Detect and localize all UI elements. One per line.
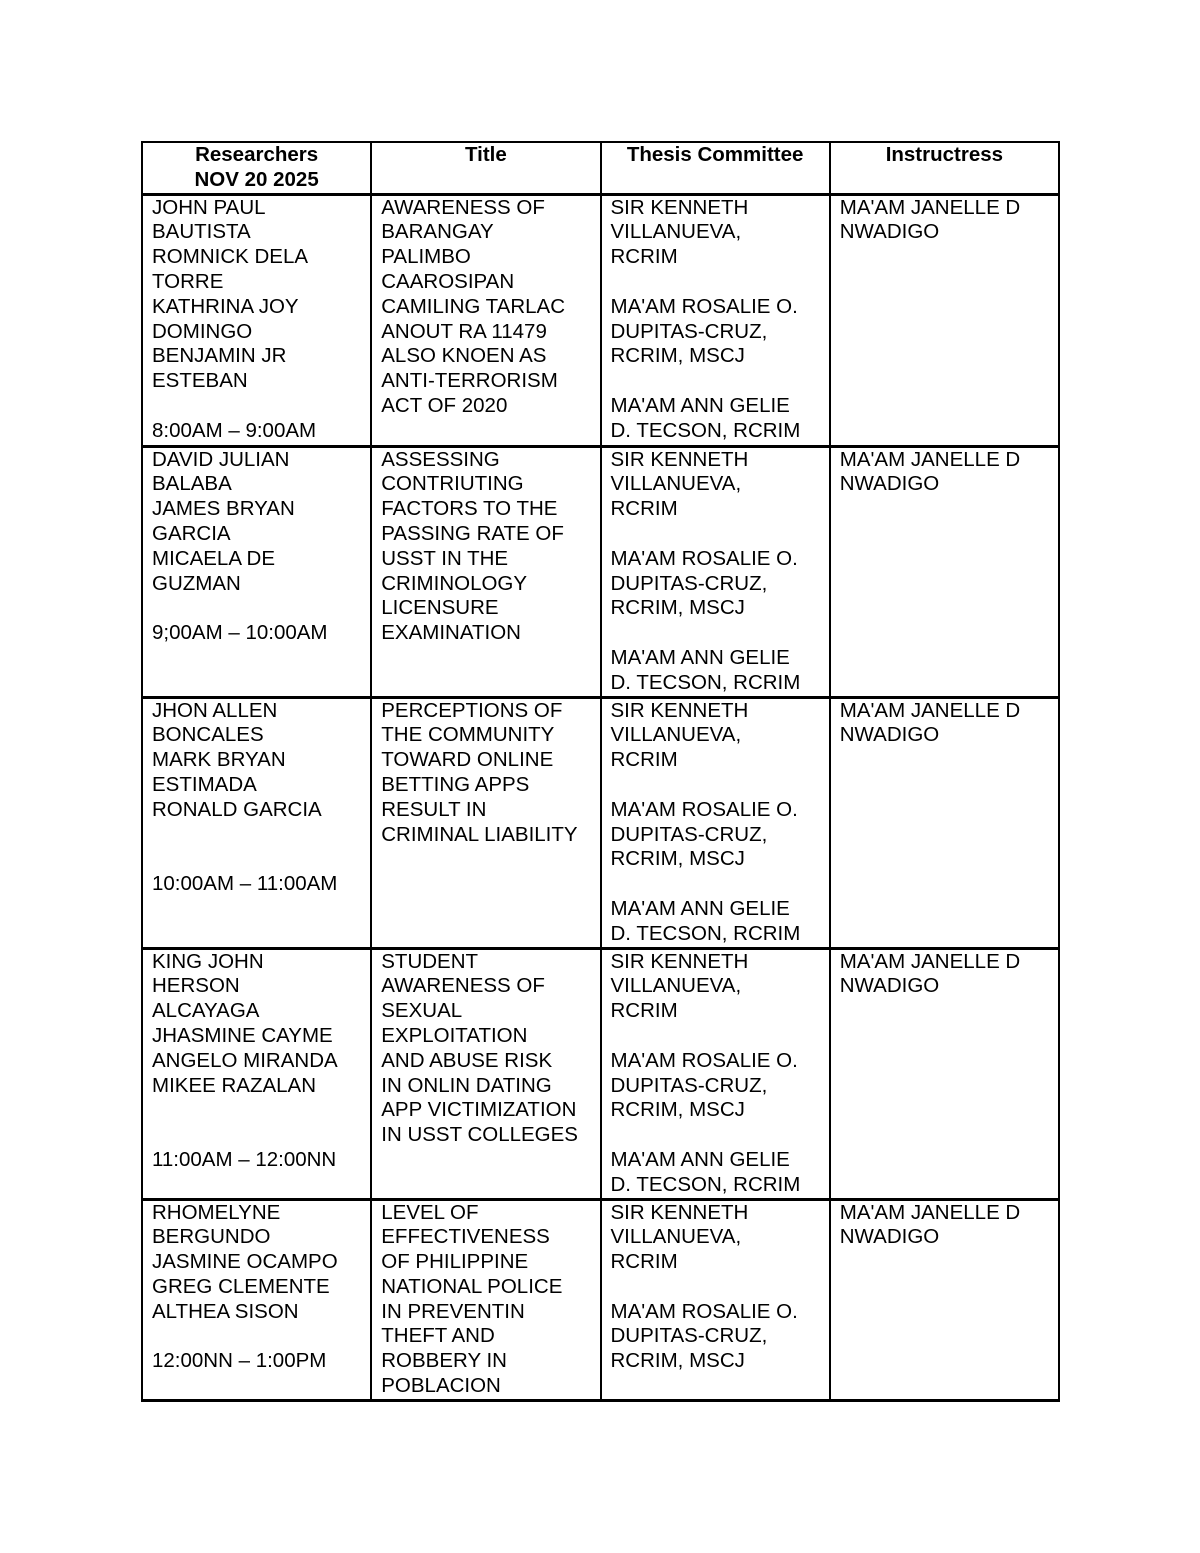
committee-line: RCRIM, MSCJ	[610, 1098, 745, 1122]
header-instructress-label: Instructress	[885, 143, 1004, 166]
researcher-line: JOHN PAUL	[152, 195, 266, 219]
instructress-line: NWADIGO	[839, 723, 940, 747]
header-instructress	[830, 142, 1059, 194]
instructress-cell	[830, 948, 1059, 1199]
title-line: ANOUT RA 11479	[381, 319, 547, 343]
title-line: PERCEPTIONS OF	[381, 698, 563, 722]
committee-line: D. TECSON, RCRIM	[610, 418, 801, 442]
spacer	[152, 394, 364, 419]
title-line: EXAMINATION	[381, 621, 521, 645]
researcher-line: BONCALES	[152, 723, 264, 747]
table-header-row	[142, 142, 1059, 194]
committee-line: VILLANUEVA,	[610, 974, 742, 998]
researchers-cell	[142, 1199, 371, 1400]
researcher-line: MICAELA DE	[152, 546, 276, 570]
researcher-line: GARCIA	[152, 521, 231, 545]
title-line: CAMILING TARLAC	[381, 294, 566, 318]
header-date: NOV 20 2025	[194, 167, 319, 191]
header-title-label: Title	[464, 143, 507, 166]
table-row	[142, 446, 1059, 697]
instructress-cell	[830, 697, 1059, 948]
researcher-line: DOMINGO	[152, 319, 253, 343]
researchers-cell	[142, 446, 371, 697]
instructress-line: MA'AM JANELLE D	[839, 1200, 1021, 1224]
spacer	[611, 1275, 823, 1300]
researcher-line: KATHRINA JOY	[152, 294, 299, 318]
time-slot: 12:00NN – 1:00PM	[152, 1349, 327, 1373]
researcher-line: BENJAMIN JR	[152, 344, 287, 368]
instructress-line: MA'AM JANELLE D	[839, 698, 1021, 722]
instructress-cell	[830, 1199, 1059, 1400]
title-line: PASSING RATE OF	[381, 521, 564, 545]
committee-line: RCRIM, MSCJ	[610, 1349, 745, 1373]
spacer	[611, 1123, 823, 1148]
researcher-line: BERGUNDO	[152, 1225, 271, 1249]
committee-cell	[601, 697, 830, 948]
spacer	[152, 823, 364, 848]
committee-line: MA'AM ANN GELIE	[610, 1147, 790, 1171]
researcher-line: GREG CLEMENTE	[152, 1274, 330, 1298]
table-row	[142, 194, 1059, 446]
committee-line: VILLANUEVA,	[610, 220, 742, 244]
title-cell	[371, 697, 600, 948]
committee-line: MA'AM ANN GELIE	[610, 896, 790, 920]
committee-line: VILLANUEVA,	[610, 472, 742, 496]
instructress-line: MA'AM JANELLE D	[839, 195, 1021, 219]
title-line: THE COMMUNITY	[381, 723, 555, 747]
time-slot: 8:00AM – 9:00AM	[152, 418, 317, 442]
instructress-line: MA'AM JANELLE D	[839, 447, 1021, 471]
researchers-cell	[142, 697, 371, 948]
instructress-line: NWADIGO	[839, 1225, 940, 1249]
header-title	[371, 142, 600, 194]
committee-line: MA'AM ROSALIE O.	[610, 1048, 798, 1072]
title-line: ASSESSING	[381, 447, 500, 471]
researcher-line: MARK BRYAN	[152, 748, 286, 772]
spacer	[611, 872, 823, 897]
spacer	[611, 369, 823, 394]
spacer	[152, 1123, 364, 1148]
title-line: THEFT AND	[381, 1324, 495, 1348]
committee-line: SIR KENNETH	[610, 195, 749, 219]
time-slot: 10:00AM – 11:00AM	[152, 872, 338, 896]
title-line: ROBBERY IN	[381, 1349, 507, 1373]
committee-line: VILLANUEVA,	[610, 723, 742, 747]
time-slot: 9;00AM – 10:00AM	[152, 621, 328, 645]
researcher-line: BALABA	[152, 472, 232, 496]
committee-line: MA'AM ROSALIE O.	[610, 797, 798, 821]
researcher-line: KING JOHN	[152, 949, 264, 973]
committee-line: DUPITAS-CRUZ,	[610, 319, 768, 343]
title-cell	[371, 1199, 600, 1400]
researcher-line: RHOMELYNE	[152, 1200, 281, 1224]
researcher-line: ANGELO MIRANDA	[152, 1048, 338, 1072]
instructress-line: MA'AM JANELLE D	[839, 949, 1021, 973]
researcher-line: RONALD GARCIA	[152, 797, 322, 821]
spacer	[611, 522, 823, 547]
committee-line: D. TECSON, RCRIM	[610, 1172, 801, 1196]
spacer	[611, 1024, 823, 1049]
instructress-line: NWADIGO	[839, 220, 940, 244]
title-line: AWARENESS OF	[381, 195, 545, 219]
committee-line: D. TECSON, RCRIM	[610, 670, 801, 694]
table-row	[142, 1199, 1059, 1400]
title-line: AND ABUSE RISK	[381, 1048, 553, 1072]
committee-line: MA'AM ANN GELIE	[610, 645, 790, 669]
title-line: CONTRIUTING	[381, 472, 524, 496]
researcher-line: JHASMINE CAYME	[152, 1023, 333, 1047]
header-researchers-label: Researchers	[195, 143, 319, 166]
title-line: POBLACION	[381, 1374, 501, 1398]
spacer	[611, 621, 823, 646]
title-cell	[371, 948, 600, 1199]
title-line: STUDENT	[381, 949, 479, 973]
title-line: CRIMINOLOGY	[381, 571, 528, 595]
committee-line: MA'AM ROSALIE O.	[610, 1299, 798, 1323]
committee-line: MA'AM ROSALIE O.	[610, 294, 798, 318]
researchers-cell	[142, 948, 371, 1199]
instructress-cell	[830, 194, 1059, 446]
header-committee	[601, 142, 830, 194]
instructress-line: NWADIGO	[839, 472, 940, 496]
title-line: TOWARD ONLINE	[381, 748, 554, 772]
title-line: EXPLOITATION	[381, 1023, 528, 1047]
title-line: LEVEL OF	[381, 1200, 479, 1224]
committee-line: RCRIM	[610, 497, 678, 521]
title-line: APP VICTIMIZATION	[381, 1098, 577, 1122]
committee-line: SIR KENNETH	[610, 1200, 749, 1224]
committee-line: RCRIM	[610, 748, 678, 772]
committee-line: RCRIM, MSCJ	[610, 847, 745, 871]
title-line: RESULT IN	[381, 797, 487, 821]
spacer	[611, 773, 823, 798]
title-line: EFFECTIVENESS	[381, 1225, 550, 1249]
instructress-line: NWADIGO	[839, 974, 940, 998]
researcher-line: DAVID JULIAN	[152, 447, 290, 471]
title-cell	[371, 194, 600, 446]
researcher-line: BAUTISTA	[152, 220, 251, 244]
researcher-line: GUZMAN	[152, 571, 241, 595]
title-line: LICENSURE	[381, 596, 499, 620]
committee-cell	[601, 1199, 830, 1400]
committee-line: RCRIM	[610, 999, 678, 1023]
committee-line: DUPITAS-CRUZ,	[610, 1324, 768, 1348]
table-row	[142, 697, 1059, 948]
title-cell	[371, 446, 600, 697]
title-line: OF PHILIPPINE	[381, 1250, 529, 1274]
spacer	[611, 270, 823, 295]
title-line: BETTING APPS	[381, 772, 530, 796]
title-line: IN USST COLLEGES	[381, 1123, 578, 1147]
committee-line: SIR KENNETH	[610, 447, 749, 471]
researcher-line: JHON ALLEN	[152, 698, 278, 722]
spacer	[152, 1098, 364, 1123]
committee-cell	[601, 948, 830, 1199]
committee-line: RCRIM, MSCJ	[610, 344, 745, 368]
committee-line: RCRIM	[610, 1250, 678, 1274]
title-line: CAAROSIPAN	[381, 269, 515, 293]
committee-line: DUPITAS-CRUZ,	[610, 822, 768, 846]
committee-line: DUPITAS-CRUZ,	[610, 571, 768, 595]
title-line: ALSO KNOEN AS	[381, 344, 547, 368]
header-committee-label: Thesis Committee	[626, 143, 804, 166]
spacer	[152, 596, 364, 621]
instructress-cell	[830, 446, 1059, 697]
committee-line: SIR KENNETH	[610, 949, 749, 973]
time-slot: 11:00AM – 12:00NN	[152, 1147, 337, 1171]
researcher-line: JAMES BRYAN	[152, 497, 295, 521]
title-line: AWARENESS OF	[381, 974, 545, 998]
researcher-line: ROMNICK DELA	[152, 245, 309, 269]
title-line: IN ONLIN DATING	[381, 1073, 552, 1097]
committee-line: SIR KENNETH	[610, 698, 749, 722]
committee-cell	[601, 194, 830, 446]
spacer	[152, 847, 364, 872]
researcher-line: JASMINE OCAMPO	[152, 1250, 338, 1274]
title-line: BARANGAY	[381, 220, 494, 244]
researcher-line: MIKEE RAZALAN	[152, 1073, 317, 1097]
committee-line: DUPITAS-CRUZ,	[610, 1073, 768, 1097]
title-line: SEXUAL	[381, 999, 463, 1023]
committee-line: RCRIM	[610, 245, 678, 269]
header-researchers	[142, 142, 371, 194]
researcher-line: TORRE	[152, 269, 224, 293]
title-line: IN PREVENTIN	[381, 1299, 525, 1323]
researcher-line: ALCAYAGA	[152, 999, 260, 1023]
researcher-line: ALTHEA SISON	[152, 1299, 299, 1323]
committee-line: MA'AM ROSALIE O.	[610, 546, 798, 570]
committee-cell	[601, 446, 830, 697]
researcher-line: ESTEBAN	[152, 369, 248, 393]
researcher-line: HERSON	[152, 974, 240, 998]
committee-line: MA'AM ANN GELIE	[610, 393, 790, 417]
committee-line: RCRIM, MSCJ	[610, 596, 745, 620]
table-row	[142, 948, 1059, 1199]
researcher-line: ESTIMADA	[152, 772, 257, 796]
researchers-cell	[142, 194, 371, 446]
title-line: PALIMBO	[381, 245, 471, 269]
title-line: ACT OF 2020	[381, 393, 508, 417]
committee-line: VILLANUEVA,	[610, 1225, 742, 1249]
title-line: CRIMINAL LIABILITY	[381, 822, 578, 846]
spacer	[152, 1324, 364, 1349]
title-line: NATIONAL POLICE	[381, 1274, 563, 1298]
committee-line: D. TECSON, RCRIM	[610, 921, 801, 945]
defense-schedule-table	[141, 141, 1060, 1402]
title-line: FACTORS TO THE	[381, 497, 558, 521]
title-line: USST IN THE	[381, 546, 509, 570]
title-line: ANTI-TERRORISM	[381, 369, 558, 393]
